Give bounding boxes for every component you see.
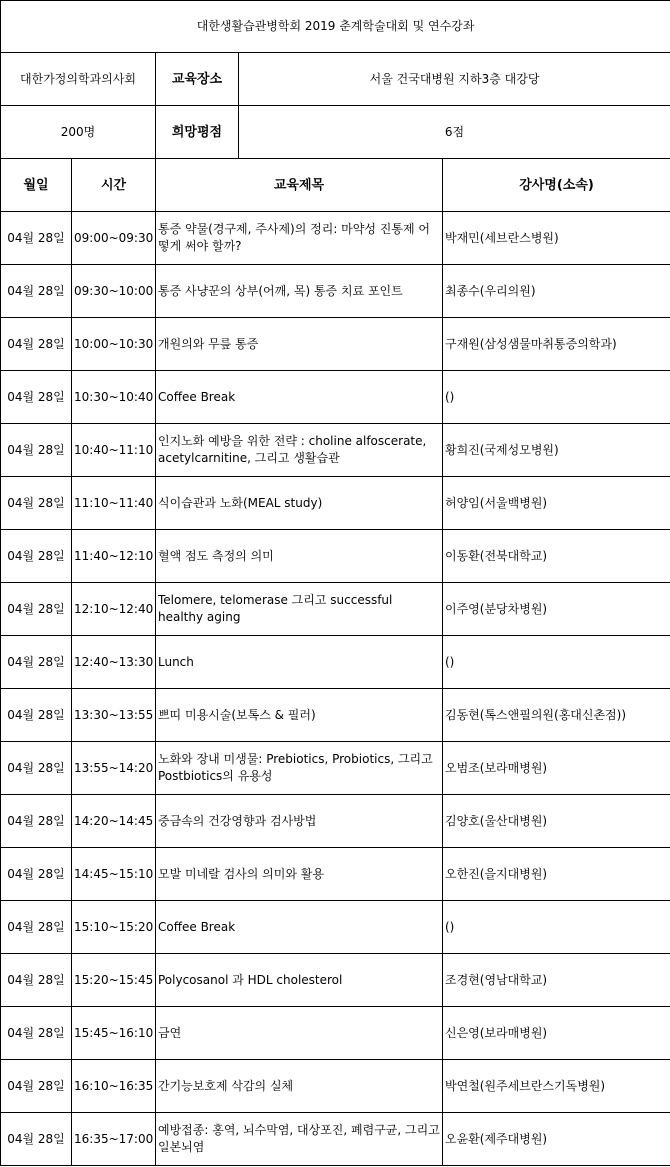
title-row xyxy=(1,1,670,53)
cell-time: 15:10~15:20 xyxy=(72,901,156,954)
table-row xyxy=(1,424,670,477)
venue-value: 서울 건국대병원 지하3층 대강당 xyxy=(239,53,670,106)
cell-speaker: 김양호(울산대병원) xyxy=(443,795,670,848)
header-title: 교육제목 xyxy=(156,159,443,212)
cell-date: 04월 28일 xyxy=(1,954,72,1007)
cell-title: 쁘띠 미용시술(보톡스 & 필러) xyxy=(156,689,443,742)
cell-speaker: () xyxy=(443,371,670,424)
table-row xyxy=(1,318,670,371)
cell-time: 13:55~14:20 xyxy=(72,742,156,795)
cell-title: Coffee Break xyxy=(156,901,443,954)
capacity-cell: 200명 xyxy=(1,106,156,159)
info-row-points xyxy=(1,106,670,159)
info-row-venue xyxy=(1,53,670,106)
table-row xyxy=(1,1113,670,1166)
organizer-cell: 대한가정의학과의사회 xyxy=(1,53,156,106)
table-row xyxy=(1,530,670,583)
cell-date: 04월 28일 xyxy=(1,901,72,954)
cell-date: 04월 28일 xyxy=(1,742,72,795)
cell-speaker: 황희진(국제성모병원) xyxy=(443,424,670,477)
page-title: 대한생활습관병학회 2019 춘계학술대회 및 연수강좌 xyxy=(1,1,670,53)
cell-title: 인지노화 예방을 위한 전략 : choline alfoscerate, acetylcarnitine, 그리고 생활습관 xyxy=(156,424,443,477)
cell-date: 04월 28일 xyxy=(1,530,72,583)
cell-title: 개원의와 무릎 통증 xyxy=(156,318,443,371)
cell-date: 04월 28일 xyxy=(1,424,72,477)
cell-title: 노화와 장내 미생물: Prebiotics, Probiotics, 그리고 Postbiotics의 유용성 xyxy=(156,742,443,795)
cell-title: 모발 미네랄 검사의 의미와 활용 xyxy=(156,848,443,901)
cell-date: 04월 28일 xyxy=(1,795,72,848)
cell-speaker: 조경현(영남대학교) xyxy=(443,954,670,1007)
cell-date: 04월 28일 xyxy=(1,265,72,318)
cell-title: 중금속의 건강영향과 검사방법 xyxy=(156,795,443,848)
cell-date: 04월 28일 xyxy=(1,583,72,636)
table-row xyxy=(1,901,670,954)
cell-speaker: 김동현(톡스앤필의원(홍대신촌점)) xyxy=(443,689,670,742)
cell-speaker: 허양임(서울백병원) xyxy=(443,477,670,530)
cell-time: 14:45~15:10 xyxy=(72,848,156,901)
table-row xyxy=(1,265,670,318)
header-date: 월일 xyxy=(1,159,72,212)
cell-time: 10:00~10:30 xyxy=(72,318,156,371)
table-row xyxy=(1,848,670,901)
cell-speaker: 오윤환(제주대병원) xyxy=(443,1113,670,1166)
cell-time: 12:40~13:30 xyxy=(72,636,156,689)
cell-title: Coffee Break xyxy=(156,371,443,424)
cell-title: 예방접종: 홍역, 뇌수막염, 대상포진, 폐렴구균, 그리고 일본뇌염 xyxy=(156,1113,443,1166)
cell-date: 04월 28일 xyxy=(1,1060,72,1113)
cell-speaker: 오범조(보라매병원) xyxy=(443,742,670,795)
cell-speaker: () xyxy=(443,636,670,689)
cell-time: 11:10~11:40 xyxy=(72,477,156,530)
cell-speaker: 신은영(보라매병원) xyxy=(443,1007,670,1060)
table-row xyxy=(1,1060,670,1113)
cell-time: 15:45~16:10 xyxy=(72,1007,156,1060)
table-row xyxy=(1,795,670,848)
cell-time: 10:30~10:40 xyxy=(72,371,156,424)
table-row xyxy=(1,636,670,689)
table-row xyxy=(1,212,670,265)
cell-time: 10:40~11:10 xyxy=(72,424,156,477)
cell-time: 11:40~12:10 xyxy=(72,530,156,583)
table-row xyxy=(1,1007,670,1060)
cell-time: 16:10~16:35 xyxy=(72,1060,156,1113)
cell-speaker: 최종수(우리의원) xyxy=(443,265,670,318)
header-time: 시간 xyxy=(72,159,156,212)
cell-time: 16:35~17:00 xyxy=(72,1113,156,1166)
cell-speaker: 구재원(삼성샘물마취통증의학과) xyxy=(443,318,670,371)
header-speaker: 강사명(소속) xyxy=(443,159,670,212)
cell-date: 04월 28일 xyxy=(1,689,72,742)
table-row xyxy=(1,954,670,1007)
cell-speaker: () xyxy=(443,901,670,954)
cell-title: 통증 사냥꾼의 상부(어깨, 목) 통증 치료 포인트 xyxy=(156,265,443,318)
cell-speaker: 이동환(전북대학교) xyxy=(443,530,670,583)
cell-date: 04월 28일 xyxy=(1,848,72,901)
cell-title: Lunch xyxy=(156,636,443,689)
cell-date: 04월 28일 xyxy=(1,371,72,424)
cell-speaker: 오한진(을지대병원) xyxy=(443,848,670,901)
cell-time: 09:30~10:00 xyxy=(72,265,156,318)
cell-title: 식이습관과 노화(MEAL study) xyxy=(156,477,443,530)
cell-time: 15:20~15:45 xyxy=(72,954,156,1007)
points-label: 희망평점 xyxy=(156,106,239,159)
cell-title: 통증 약물(경구제, 주사제)의 정리: 마약성 진통제 어떻게 써야 할까? xyxy=(156,212,443,265)
points-value: 6점 xyxy=(239,106,670,159)
table-row xyxy=(1,371,670,424)
cell-date: 04월 28일 xyxy=(1,1113,72,1166)
cell-title: 간기능보호제 삭감의 실체 xyxy=(156,1060,443,1113)
cell-date: 04월 28일 xyxy=(1,1007,72,1060)
cell-time: 14:20~14:45 xyxy=(72,795,156,848)
cell-title: 금연 xyxy=(156,1007,443,1060)
venue-label: 교육장소 xyxy=(156,53,239,106)
cell-title: 혈액 점도 측정의 의미 xyxy=(156,530,443,583)
cell-date: 04월 28일 xyxy=(1,318,72,371)
cell-title: Telomere, telomerase 그리고 successful healthy aging xyxy=(156,583,443,636)
cell-time: 09:00~09:30 xyxy=(72,212,156,265)
cell-speaker: 박연철(원주세브란스기독병원) xyxy=(443,1060,670,1113)
table-row xyxy=(1,742,670,795)
table-row xyxy=(1,583,670,636)
table-row xyxy=(1,477,670,530)
cell-date: 04월 28일 xyxy=(1,212,72,265)
cell-speaker: 이주영(분당차병원) xyxy=(443,583,670,636)
cell-time: 13:30~13:55 xyxy=(72,689,156,742)
cell-date: 04월 28일 xyxy=(1,636,72,689)
cell-date: 04월 28일 xyxy=(1,477,72,530)
cell-time: 12:10~12:40 xyxy=(72,583,156,636)
table-row xyxy=(1,689,670,742)
header-row xyxy=(1,159,670,212)
cell-speaker: 박재민(세브란스병원) xyxy=(443,212,670,265)
cell-title: Polycosanol 과 HDL cholesterol xyxy=(156,954,443,1007)
